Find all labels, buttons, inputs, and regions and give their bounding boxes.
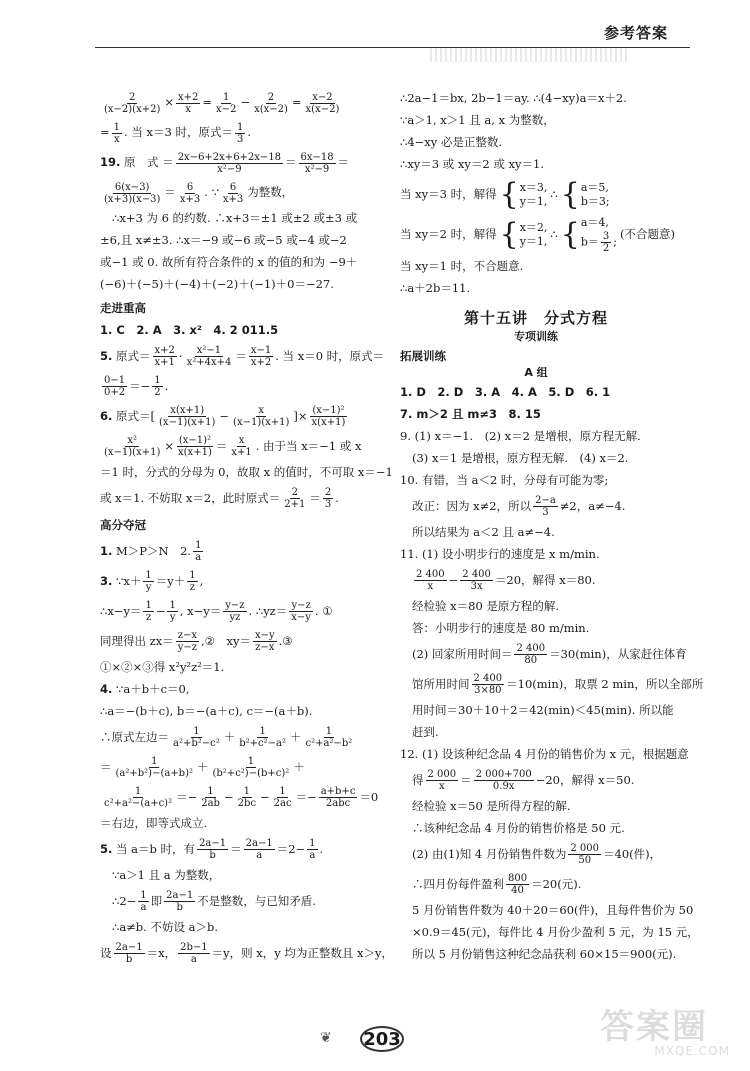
fraction: $\frac{2b-1}{a}$ bbox=[180, 941, 208, 965]
fraction: $\frac{x}{x+1}$ bbox=[231, 434, 252, 458]
fraction: $\frac{y-z}{yz}$ bbox=[225, 599, 245, 623]
answer-line: ∴2− $\frac{1}{a}$ 即 $\frac{2a-1}{b}$ 不是整数，与已知矛盾. bbox=[112, 889, 316, 913]
header-decoration bbox=[430, 48, 630, 62]
answer-line: (2) 回家所用时间＝ $\frac{2 400}{80}$ ＝30(min)，从家赶往体育 bbox=[412, 643, 687, 667]
answer-line: ∵a＞1, x＞1 且 a, x 为整数， bbox=[400, 113, 555, 128]
section-heading: 走进重高 bbox=[100, 301, 146, 315]
answer-line: 1. D 2. D 3. A 4. A 5. D 6. 1 bbox=[400, 385, 611, 400]
answer-line: $\frac{1}{\text{c²+a²−(a+c)²}}$ ＝− $\frac{1}{2ab}$ − $\frac{1}{2bc}$ − $\frac{1}{2ac}$ ＝− $\frac{a+b+c}{\text{2abc}}$ ＝0 bbox=[104, 785, 379, 809]
fraction: $\frac{\text{(x−1)²}}{x(x+1)}$ bbox=[178, 434, 212, 458]
answer-line: ∴四月份每件盈利 $\frac{800}{40}$ ＝20(元). bbox=[412, 873, 582, 897]
header-title: 参考答案 bbox=[603, 24, 668, 42]
fraction: $\frac{2 400}{x}$ bbox=[416, 569, 445, 593]
answer-line: ∴原式左边＝ $\frac{1}{\text{a²+b²−c²}}$ ＋ $\frac{1}{\text{b²+c²−a²}}$ ＋ $\frac{1}{\text{c²+a²−b²}}$ bbox=[100, 725, 353, 749]
question-6: 6. 原式＝[ $\frac{x(x+1)}{(x-1)(x+1)}$ − $\frac{x}{(x-1)(x+1)}$ ]× $\frac{\text{(x−1)²}}{x(x+1)}$ bbox=[100, 404, 346, 428]
fraction: $\frac{2a-1}{b}$ bbox=[199, 837, 227, 861]
fraction: $\frac{1}{a}$ bbox=[309, 837, 316, 861]
answer-line: 改正：因为 x≠2，所以 $\frac{2-a}{3}$ ≠2，a≠−4. bbox=[412, 495, 626, 519]
answer-line: 当 xy＝2 时，解得 { x＝2, y＝1, ∴ { a＝4, b＝ $\frac{3}{2}$ ; (不合题意) bbox=[400, 216, 675, 254]
answer-line: $\frac{2}{(x-2)(x+2)}$ × $\frac{x+2}{x}$ = $\frac{1}{x-2}$ − $\frac{2}{x(x-2)}$ = $\frac{x-2}{x(x-2)}$ bbox=[104, 91, 340, 115]
answer-line: (2) 由(1)知 4 月份销售件数为 $\frac{2 000}{50}$ ＝40(件)， bbox=[412, 843, 662, 867]
fraction: $\frac{y-z}{x-y}$ bbox=[291, 599, 311, 623]
fraction: $\frac{2 000+700}{0.9x}$ bbox=[475, 769, 532, 793]
right-column bbox=[400, 88, 704, 966]
answer-line: ＝右边，即等式成立. bbox=[100, 815, 208, 830]
fraction: $\frac{0-1}{0+2}$ bbox=[104, 374, 126, 398]
answer-line: 设 $\frac{2a-1}{b}$ ＝x， $\frac{2b-1}{a}$ ＝y，则 x，y 均为正整数且 x＞y， bbox=[100, 941, 394, 965]
answer-line: (3) x＝1 是增根，原方程无解. (4) x＝2. bbox=[412, 451, 629, 466]
answer-line: = $\frac{1}{x}$ . 当 x＝3 时，原式＝ $\frac{1}{3}$ . bbox=[100, 121, 251, 145]
answer-line: ∴x−y＝ $\frac{1}{z}$ − $\frac{1}{y}$ , x−y＝ $\frac{y-z}{yz}$ . ∴yz＝ $\frac{y-z}{x-y}$ . ① bbox=[100, 599, 333, 623]
question-5: 5. 原式＝ $\frac{x+2}{x+1}$ · $\frac{\text{x²−1}}{\text{x²+4x+4}}$ ＝ $\frac{x-1}{x+2}$ . 当 x＝0 时，原式＝ bbox=[100, 344, 385, 368]
fraction: $\frac{1}{2ac}$ bbox=[273, 785, 292, 809]
answer-line: 或−1 或 0. 故所有符合条件的 x 的值的和为 −9＋ bbox=[100, 255, 358, 270]
fraction: $\frac{800}{40}$ bbox=[508, 873, 528, 897]
fraction: $\frac{2 000}{50}$ bbox=[570, 843, 600, 867]
answer-line: ∴a＋2b＝11. bbox=[400, 281, 471, 296]
answer-line: 当 xy＝1 时，不合题意. bbox=[400, 259, 524, 274]
fraction: $\frac{\text{(x−1)²}}{x(x+1)}$ bbox=[311, 404, 346, 428]
fraction: $\frac{6(x-3)}{(x+3)(x-3)}$ bbox=[104, 181, 161, 205]
answer-line: 7. m＞2 且 m≠3 8. 15 bbox=[400, 407, 541, 422]
answer-line: 1. M＞P＞N 2. $\frac{1}{a}$ bbox=[100, 539, 202, 563]
watermark bbox=[600, 1007, 730, 1065]
lecture-title: 第十五讲 分式方程 bbox=[463, 309, 608, 327]
fraction: $\frac{1}{\text{(a²+b²)−(a+b)²}}$ bbox=[115, 755, 193, 779]
fraction: $\frac{6}{x+3}$ bbox=[179, 181, 201, 205]
fraction: $\frac{2 400}{3x}$ bbox=[462, 569, 491, 593]
fraction: $\frac{1}{\text{b²+c²−a²}}$ bbox=[239, 725, 286, 749]
answer-line: 12. (1) 设该种纪念品 4 月份的销售价为 x 元，根据题意 bbox=[400, 747, 689, 762]
fraction: $\frac{x-1}{x+2}$ bbox=[250, 344, 272, 368]
fraction: $\frac{2 000}{x}$ bbox=[427, 769, 457, 793]
fraction: $\frac{1}{a}$ bbox=[140, 889, 147, 913]
answer-line: ∴该种纪念品 4 月份的销售价格是 50 元. bbox=[412, 821, 625, 836]
question-19: 19. 原 式 ＝ $\frac{2x-6+2x+6+2x-18}{\text{x²−9}}$ ＝ $\frac{6x-18}{\text{x²−9}}$ ＝ bbox=[100, 151, 350, 175]
answer-line: ∵a＞1 且 a 为整数， bbox=[112, 867, 221, 882]
answer-line: $\frac{2 400}{x}$ − $\frac{2 400}{3x}$ ＝20，解得 x＝80. bbox=[416, 569, 596, 593]
fraction: $\frac{x-y}{z-x}$ bbox=[254, 629, 275, 653]
section-heading: 拓展训练 bbox=[400, 348, 446, 363]
fraction: $\frac{3}{2}$ bbox=[602, 230, 610, 254]
watermark-logo: 答案圈 bbox=[600, 1007, 708, 1047]
fraction: $\frac{1}{y}$ bbox=[169, 599, 176, 623]
fraction: $\frac{a+b+c}{\text{2abc}}$ bbox=[320, 785, 356, 809]
fraction: $\frac{2x-6+2x+6+2x-18}{\text{x²−9}}$ bbox=[177, 151, 282, 175]
answer-line: ∴x+3 为 6 的约数. ∴x+3＝±1 或±2 或±3 或 bbox=[112, 211, 358, 226]
answer-line: ∴xy＝3 或 xy＝2 或 xy＝1. bbox=[400, 157, 544, 172]
fraction: $\frac{2-a}{3}$ bbox=[535, 495, 556, 519]
subsection-heading: 专项训练 bbox=[514, 330, 558, 344]
fraction: $\frac{x+2}{x}$ bbox=[178, 91, 199, 115]
answer-line: 用时间＝30＋10＋2＝42(min)＜45(min). 所以能 bbox=[412, 703, 674, 718]
page-number: 203 bbox=[360, 1026, 404, 1052]
fraction: $\frac{1}{\text{c²+a²−b²}}$ bbox=[305, 725, 353, 749]
answer-line: 9. (1) x＝−1. (2) x＝2 是增根，原方程无解. bbox=[400, 429, 641, 444]
fraction: $\frac{1}{2bc}$ bbox=[237, 785, 256, 809]
equation-system: { x＝2, y＝1, bbox=[499, 217, 548, 252]
answer-line: ＝ $\frac{1}{\text{(a²+b²)−(a+b)²}}$ ＋ $\frac{1}{\text{(b²+c²)−(b+c)²}}$ ＋ bbox=[100, 755, 305, 779]
fraction: $\frac{1}{y}$ bbox=[145, 569, 152, 593]
answer-line: ＝1 时，分式的分母为 0，故取 x 的值时，不可取 x＝−1 bbox=[100, 464, 393, 479]
fraction: $\frac{2}{3}$ bbox=[324, 486, 332, 510]
fraction: $\frac{1}{\text{(b²+c²)−(b+c)²}}$ bbox=[212, 755, 290, 779]
fraction: $\frac{6x-18}{\text{x²−9}}$ bbox=[300, 151, 334, 175]
fraction: $\frac{x+2}{x+1}$ bbox=[154, 344, 175, 368]
question-4: 4. ∵a＋b＋c＝0, bbox=[100, 681, 190, 696]
fraction: $\frac{1}{\text{c²+a²−(a+c)²}}$ bbox=[104, 785, 173, 809]
question-5b: 5. 当 a＝b 时，有 $\frac{2a-1}{b}$ ＝ $\frac{2a-1}{a}$ ＝2− $\frac{1}{a}$ . bbox=[100, 837, 324, 861]
answer-line: 经检验 x＝50 是所得方程的解. bbox=[412, 799, 571, 814]
answer-line: ∴4−xy 必是正整数. bbox=[400, 135, 503, 150]
fraction: $\frac{2 400}{3\times 80}$ bbox=[473, 673, 503, 697]
watermark-url: MXQE.COM bbox=[654, 1044, 730, 1058]
answer-line: 所以 5 月份销售这种纪念品获利 60×15＝900(元). bbox=[412, 947, 677, 962]
fraction: $\frac{2a-1}{a}$ bbox=[245, 837, 273, 861]
answer-line: $\frac{6(x-3)}{(x+3)(x-3)}$ ＝ $\frac{6}{x+3}$ . ∵ $\frac{6}{x+3}$ 为整数， bbox=[104, 181, 294, 205]
fraction: $\frac{1}{a}$ bbox=[195, 539, 202, 563]
fraction: $\frac{z-x}{y-z}$ bbox=[177, 629, 197, 653]
fraction: $\frac{x}{(x-1)(x+1)}$ bbox=[233, 404, 290, 428]
section-heading: 高分夺冠 bbox=[100, 518, 146, 533]
answer-line: 经检验 x＝80 是原方程的解. bbox=[412, 599, 560, 614]
fraction: $\frac{2a-1}{b}$ bbox=[115, 941, 143, 965]
fraction: $\frac{1}{z}$ bbox=[145, 599, 152, 623]
fraction: $\frac{1}{2ab}$ bbox=[201, 785, 220, 809]
answer-line: ①×②×③得 x²y²z²＝1. bbox=[100, 659, 225, 674]
answer-line: ∴a≠b. 不妨设 a＞b. bbox=[112, 919, 219, 934]
answer-line: 10. 有错，当 a＜2 时，分母有可能为零; bbox=[400, 473, 609, 488]
fraction: $\frac{1}{z}$ bbox=[189, 569, 196, 593]
answer-line: 赶到. bbox=[412, 725, 439, 740]
answer-line: 答：小明步行的速度是 80 m/min. bbox=[412, 621, 590, 636]
group-heading: A 组 bbox=[524, 366, 548, 380]
fraction: $\frac{1}{\text{a²+b²−c²}}$ bbox=[173, 725, 220, 749]
fraction: $\frac{x-2}{x(x-2)}$ bbox=[305, 91, 340, 115]
equation-system: { a＝4, b＝ $\frac{3}{2}$ ; bbox=[560, 216, 617, 254]
equation-system: { x＝3, y＝1, bbox=[499, 177, 548, 212]
answer-line: 同理得出 zx＝ $\frac{z-x}{y-z}$ ,② xy＝ $\frac{x-y}{z-x}$ .③ bbox=[100, 629, 293, 653]
answer-line: 11. (1) 设小明步行的速度是 x m/min. bbox=[400, 547, 600, 562]
answer-line: 所以结果为 a＜2 且 a≠−4. bbox=[412, 525, 555, 540]
answer-line: 馆所用时间 $\frac{2 400}{3\times 80}$ ＝10(min)，取票 2 min，所以全部所 bbox=[412, 673, 704, 697]
fraction: $\frac{1}{x-2}$ bbox=[216, 91, 237, 115]
question-3: 3. ∵x＋ $\frac{1}{y}$ ＝y＋ $\frac{1}{z}$ , bbox=[100, 569, 204, 593]
answer-line: 当 xy＝3 时，解得 { x＝3, y＝1, ∴ { a＝5, b＝3; bbox=[400, 177, 610, 212]
fraction: $\frac{2}{(x-2)(x+2)}$ bbox=[104, 91, 161, 115]
answer-line: ∴a＝−(b＋c), b＝−(a＋c), c＝−(a＋b). bbox=[100, 703, 313, 718]
answer-line: (−6)＋(−5)＋(−4)＋(−2)＋(−1)＋0＝−27. bbox=[100, 277, 334, 292]
fraction: $\frac{2}{x(x-2)}$ bbox=[254, 91, 288, 115]
fraction: $\frac{1}{2}$ bbox=[154, 374, 161, 398]
left-column bbox=[100, 88, 394, 968]
equation-system: { a＝5, b＝3; bbox=[560, 177, 610, 212]
fraction: $\frac{\text{x²}}{(x-1)(x+1)}$ bbox=[104, 434, 161, 458]
fraction: $\frac{2 400}{80}$ bbox=[516, 643, 546, 667]
fraction: $\frac{\text{x²−1}}{\text{x²+4x+4}}$ bbox=[186, 344, 232, 368]
answer-line: 得 $\frac{2 000}{x}$ ＝ $\frac{2 000+700}{0.9x}$ −20，解得 x＝50. bbox=[412, 769, 635, 793]
fraction: $\frac{2}{2+1}$ bbox=[284, 486, 306, 510]
fraction: $\frac{6}{x+3}$ bbox=[222, 181, 244, 205]
fraction: $\frac{2a-1}{b}$ bbox=[166, 889, 194, 913]
answer-line: ×0.9＝45(元)，每件比 4 月份少盈利 5 元，为 15 元， bbox=[412, 925, 699, 940]
footer-ornament-icon: ❦ bbox=[320, 1030, 332, 1046]
answer-line: 或 x＝1. 不妨取 x＝2，此时原式＝ $\frac{2}{2+1}$ ＝ $\frac{2}{3}$ . bbox=[100, 486, 339, 510]
answer-line: 1. C 2. A 3. x² 4. 2 011.5 bbox=[100, 322, 279, 337]
fraction: $\frac{x(x+1)}{(x-1)(x+1)}$ bbox=[159, 404, 216, 428]
fraction: $\frac{1}{3}$ bbox=[236, 121, 244, 145]
fraction: $\frac{1}{x}$ bbox=[113, 121, 121, 145]
answer-line: 5 月份销售件数为 40＋20＝60(件)，且每件售价为 50 bbox=[412, 903, 694, 918]
answer-line: $\frac{0-1}{0+2}$ ＝− $\frac{1}{2}$ . bbox=[104, 374, 169, 398]
answer-line: $\frac{\text{x²}}{(x-1)(x+1)}$ × $\frac{\text{(x−1)²}}{x(x+1)}$ ＝ $\frac{x}{x+1}$ . 由于当 x＝−1 或 x bbox=[104, 434, 362, 458]
answer-line: ∴2a−1＝bx, 2b−1＝ay. ∴(4−xy)a＝x＋2. bbox=[400, 91, 627, 106]
answer-line: ±6,且 x≠±3. ∴x＝−9 或−6 或−5 或−4 或−2 bbox=[100, 233, 347, 248]
